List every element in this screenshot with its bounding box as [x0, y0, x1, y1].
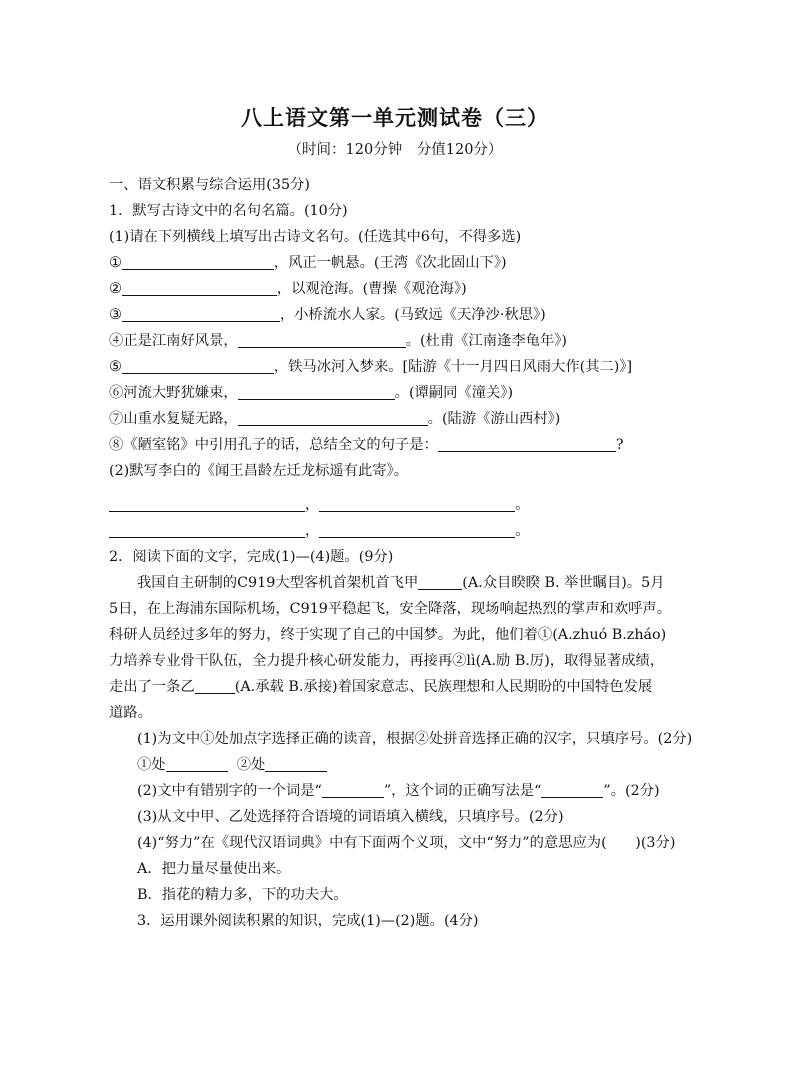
answer-blank[interactable] — [265, 755, 327, 772]
passage-line-1: 我国自主研制的C919大型客机首架机首飞甲 (A.众目睽睽 B. 举世瞩目)。5月 — [137, 575, 665, 591]
question-2-sub3: (3)从文中甲、乙处选择符合语境的词语填入横线，只填序号。(2分) — [137, 809, 564, 825]
answer-blank[interactable] — [238, 331, 406, 348]
answer-blank[interactable] — [238, 383, 395, 400]
exam-title: 八上语文第一单元测试卷（三） — [241, 105, 549, 130]
passage-line-6: 道路。 — [109, 705, 152, 721]
answer-blank[interactable] — [166, 755, 228, 772]
answer-blank[interactable] — [122, 305, 280, 322]
question-1-part2-stem: (2)默写李白的《闻王昌龄左迁龙标遥有此寄》。 — [109, 463, 409, 479]
question-2-sub1: (1)为文中①处加点字选择正确的读音，根据②处拼音选择正确的汉字，只填序号。(2分) — [137, 731, 693, 747]
answer-blank-jia[interactable] — [418, 573, 462, 590]
recitation-item-8: ⑧《陋室铭》中引用孔子的话，总结全文的句子是： ? — [109, 437, 624, 453]
poem-answer-line: ， 。 — [109, 492, 715, 518]
answer-blank[interactable] — [319, 495, 515, 512]
question-2-sub2: (2)文中有错别字的一个词是“ ”，这个词的正确写法是“ ”。(2分) — [137, 783, 660, 799]
question-1-stem: 1．默写古诗文中的名句名篇。(10分) — [109, 203, 348, 219]
question-2-stem: 2．阅读下面的文字，完成(1)—(4)题。(9分) — [109, 549, 394, 565]
recitation-item-4: ④正是江南好风景， 。(杜甫《江南逢李龟年》) — [109, 333, 567, 349]
recitation-item-2: ② ，以观沧海。(曹操《观沧海》) — [109, 281, 467, 297]
answer-blank[interactable] — [238, 409, 428, 426]
answer-blank[interactable] — [122, 357, 274, 374]
answer-blank[interactable] — [122, 279, 277, 296]
question-2-sub1-answers: ①处 ②处 — [109, 752, 715, 778]
passage-line-5: 走出了一条乙 (A.承载 B.承接)着国家意志、民族理想和人民期盼的中国特色发展 — [109, 679, 653, 695]
recitation-item-6: ⑥河流大野犹嫌束， 。(谭嗣同《潼关》) — [109, 385, 514, 401]
question-3-stem: 3．运用课外阅读积累的知识，完成(1)—(2)题。(4分) — [137, 913, 479, 929]
option-b: B．指花的精力多，下的功夫大。 — [137, 887, 348, 903]
answer-blank[interactable] — [438, 435, 616, 452]
question-2-sub4: (4)“努力”在《现代汉语词典》中有下面两个义项，文中“努力”的意思应为( )(3分) — [137, 835, 676, 851]
answer-blank[interactable] — [322, 781, 384, 798]
poem-answer-line: ， 。 — [109, 518, 715, 544]
answer-blank-yi[interactable] — [195, 677, 235, 694]
recitation-item-3: ③ ，小桥流水人家。(马致远《天净沙·秋思》) — [109, 307, 546, 323]
answer-blank[interactable] — [109, 495, 305, 512]
recitation-item-7: ⑦山重水复疑无路， 。(陆游《游山西村》) — [109, 411, 561, 427]
section-heading: 一、语文积累与综合运用(35分) — [109, 177, 310, 193]
passage-line-2: 5日，在上海浦东国际机场，C919平稳起飞，安全降落，现场响起热烈的掌声和欢呼声。 — [109, 601, 672, 617]
passage-line-4: 力培养专业骨干队伍，全力提升核心研发能力，再接再②lì(A.励 B.厉)，取得显著成绩， — [109, 653, 665, 669]
recitation-item-1: ① ，风正一帆悬。(王湾《次北固山下》) — [109, 255, 507, 271]
exam-subtitle: （时间：120分钟 分值120分） — [287, 142, 503, 158]
option-a: A．把力量尽量使出来。 — [137, 861, 291, 877]
answer-blank[interactable] — [109, 521, 305, 538]
recitation-item-5: ⑤ ，铁马冰河入梦来。[陆游《十一月四日风雨大作(其二)》] — [109, 359, 633, 375]
answer-blank[interactable] — [122, 253, 274, 270]
answer-blank[interactable] — [319, 521, 515, 538]
question-1-part1-stem: (1)请在下列横线上填写出古诗文名句。(任选其中6句，不得多选) — [109, 229, 522, 245]
passage-line-3: 科研人员经过多年的努力，终于实现了自己的中国梦。为此，他们着①(A.zhuó B.zháo) — [109, 627, 667, 643]
exam-body — [109, 172, 715, 934]
answer-blank[interactable] — [541, 781, 603, 798]
